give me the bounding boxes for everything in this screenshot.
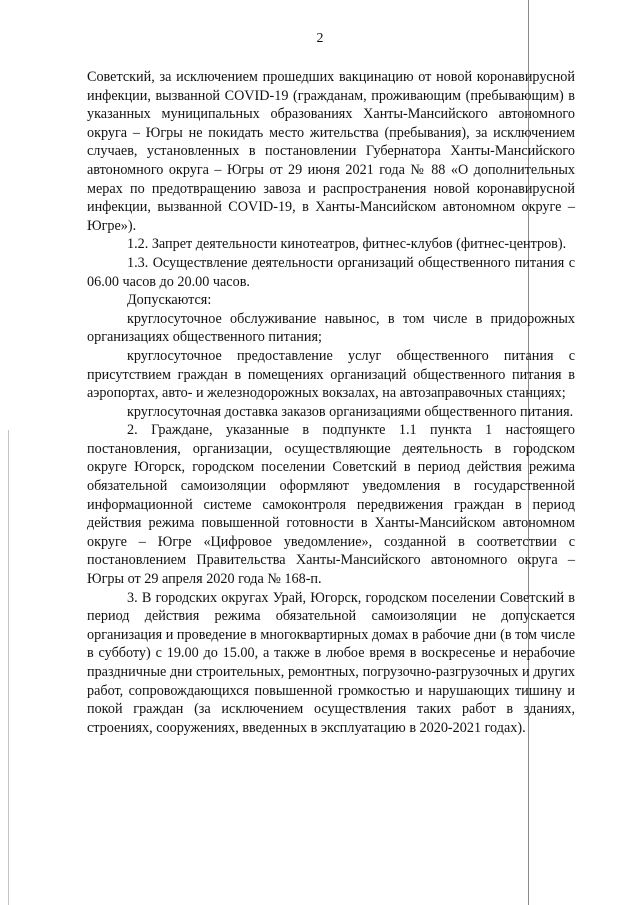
paragraph-1-3: 1.3. Осуществление деятельности организаций общественного питания с 06.00 часов до 20.00 часов. [87, 254, 575, 290]
paragraph-allowed-delivery: круглосуточная доставка заказов организациями общественного питания. [127, 403, 574, 420]
paragraph-allowed-heading: Допускаются: [127, 292, 212, 309]
paragraph-2: 2. Граждане, указанные в подпункте 1.1 пункта 1 настоящего постановления, организации, осуществляющие деятельность в городском округе Югорск, городском поселении Советский в период действия режима обязательной самоизоляции оформляют уведомления в государственной информационной системе самоконтроля передвижения граждан в период действия режима повышенной готовности в Ханты-Мансийском автономном округе – Югре «Цифровое уведомление», созданной в соответствии с постановлением Правительства Ханты-Мансийского автономного округа – Югры от 29 апреля 2020 года № 168-п. [87, 422, 575, 588]
document-body [87, 68, 575, 737]
paragraph-allowed-onsite: круглосуточное предоставление услуг общественного питания с присутствием граждан в помещениях организаций общественного питания в аэропортах, авто- и железнодорожных вокзалах, на автозаправочных станциях; [87, 347, 575, 402]
paragraph-allowed-takeaway: круглосуточное обслуживание навынос, в том числе в придорожных организациях общественного питания; [87, 310, 575, 346]
scan-artifact-line-left [8, 430, 9, 905]
page-number: 2 [316, 31, 324, 46]
paragraph-1-2: 1.2. Запрет деятельности кинотеатров, фитнес-клубов (фитнес-центров). [127, 236, 567, 253]
paragraph-intro-continuation: Советский, за исключением прошедших вакцинацию от новой коронавирусной инфекции, вызванной COVID-19 (гражданам, проживающим (пребывающим) в указанных муниципальных образованиях Ханты-Мансийского автономного округа – Югры не покидать место жительства (пребывания), за исключением случаев, установленных в постановлении Губернатора Ханты-Мансийского автономного округа – Югры от 29 июня 2021 года № 88 «О дополнительных мерах по предотвращению завоза и распространения новой коронавирусной инфекции, вызванной COVID-19, в Ханты-Мансийском автономном округе – Югре»). [87, 69, 575, 234]
paragraph-3: 3. В городских округах Урай, Югорск, городском поселении Советский в период действия режима обязательной самоизоляции не допускается организация и проведение в многоквартирных домах в рабочие дни (в том числе в субботу) с 19.00 до 15.00, а также в любое время в воскресенье и нерабочие праздничные дни строительных, ремонтных, погрузочно-разгрузочных и других работ, сопровождающихся повышенной громкостью и нарушающих тишину и покой граждан (за исключением осуществления таких работ в зданиях, строениях, сооружениях, введенных в эксплуатацию в 2020-2021 годах). [87, 589, 575, 736]
